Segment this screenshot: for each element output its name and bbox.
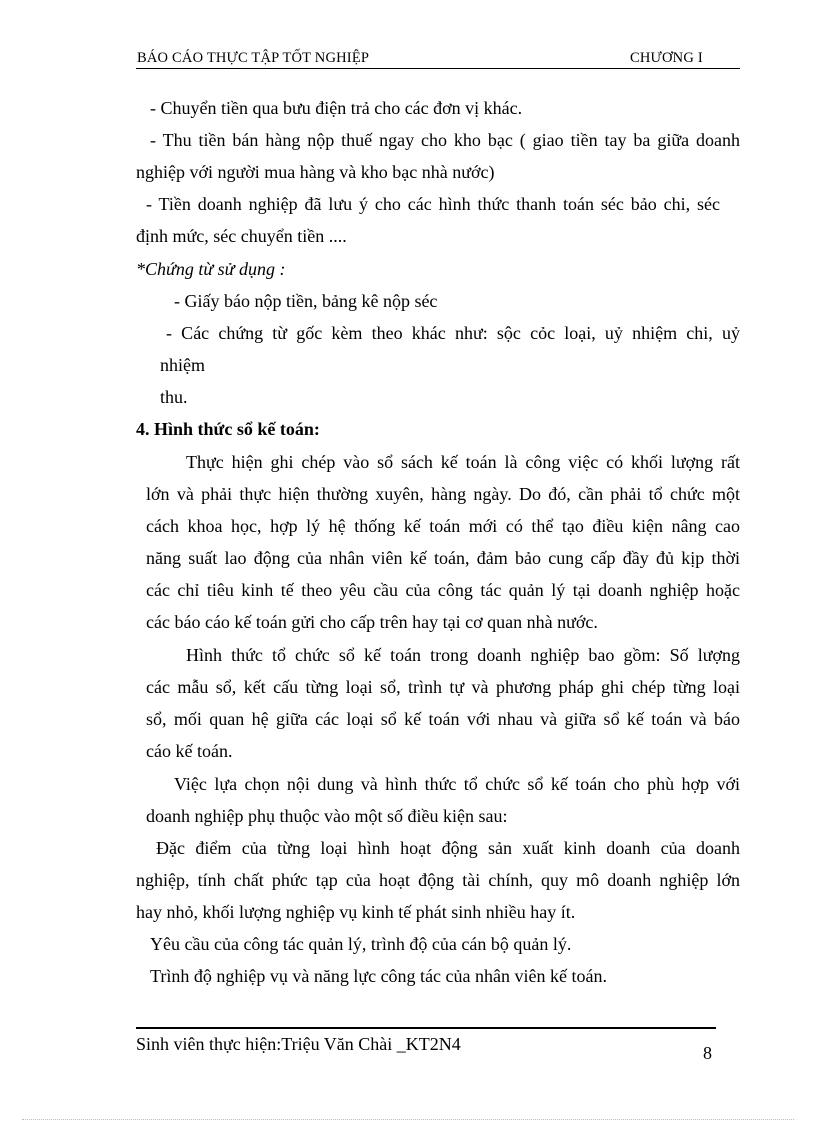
text-line-17: các báo cáo kế toán gửi cho cấp trên hay tại cơ quan nhà nước. [146,612,598,632]
text-line-12: Thực hiện ghi chép vào sổ sách kế toán là công việc có khối lượng rất [186,452,740,472]
text-line-2: - Thu tiền bán hàng nộp thuế ngay cho kho bạc ( giao tiền tay ba giữa doanh [150,130,740,150]
text-line-23: doanh nghiệp phụ thuộc vào một số điều kiện sau: [146,806,508,826]
text-line-25: nghiệp, tính chất phức tạp của hoạt động tài chính, quy mô doanh nghiệp lớn [136,870,740,890]
page-number: 8 [703,1043,712,1063]
text-line-24: Đặc điểm của từng loại hình hoạt động sản xuất kinh doanh của doanh [156,838,740,858]
text-line-4: - Tiền doanh nghiệp đã lưu ý cho các hình thức thanh toán séc bảo chi, séc [146,194,720,214]
text-line-10: thu. [160,387,188,407]
text-line-3: nghiệp với người mua hàng và kho bạc nhà nước) [136,162,495,182]
page-edge-divider [22,1119,794,1120]
text-line-8: - Các chứng từ gốc kèm theo khác như: sộc cỏc loại, uỷ nhiệm chi, uỷ [166,323,740,343]
footer-rule [136,1027,716,1029]
text-line-19: các mẫu sổ, kết cấu từng loại sổ, trình tự và phương pháp ghi chép từng loại [146,677,740,697]
header-title: BÁO CÁO THỰC TẬP TỐT NGHIỆP [137,50,370,66]
text-line-27: Yêu cầu của công tác quản lý, trình độ của cán bộ quản lý. [150,934,572,954]
text-line-5: định mức, séc chuyển tiền .... [136,226,347,246]
text-line-14: cách khoa học, hợp lý hệ thống kế toán mới có thể tạo điều kiện nâng cao [146,516,740,536]
text-line-18: Hình thức tổ chức sổ kế toán trong doanh nghiệp bao gồm: Số lượng [186,645,740,665]
text-line-20: sổ, mối quan hệ giữa các loại sổ kế toán với nhau và giữa sổ kế toán và báo [146,709,740,729]
text-line-26: hay nhỏ, khối lượng nghiệp vụ kinh tế phát sinh nhiều hay ít. [136,902,576,922]
text-line-28: Trình độ nghiệp vụ và năng lực công tác của nhân viên kế toán. [150,966,607,986]
section-heading-4: 4. Hình thức sổ kế toán: [136,419,320,439]
text-line-13: lớn và phải thực hiện thường xuyên, hàng ngày. Do đó, cần phải tổ chức một [146,484,740,504]
text-line-1: - Chuyển tiền qua bưu điện trả cho các đơn vị khác. [150,98,523,118]
text-line-21: cáo kế toán. [146,741,233,761]
footer-author: Sinh viên thực hiện:Triệu Văn Chài _KT2N4 [136,1034,461,1054]
text-line-16: các chỉ tiêu kinh tế theo yêu cầu của công tác quản lý tại doanh nghiệp hoặc [146,580,740,600]
text-line-15: năng suất lao động của nhân viên kế toán, đảm bảo cung cấp đầy đủ kịp thời [146,548,740,568]
section-label-documents: *Chứng từ sử dụng : [136,259,286,279]
header-rule [136,68,740,69]
text-line-7: - Giấy báo nộp tiền, bảng kê nộp séc [174,291,438,311]
text-line-22: Việc lựa chọn nội dung và hình thức tổ chức sổ kế toán cho phù hợp với [174,774,740,794]
text-line-9: nhiệm [160,355,205,375]
header-chapter: CHƯƠNG I [630,50,703,66]
